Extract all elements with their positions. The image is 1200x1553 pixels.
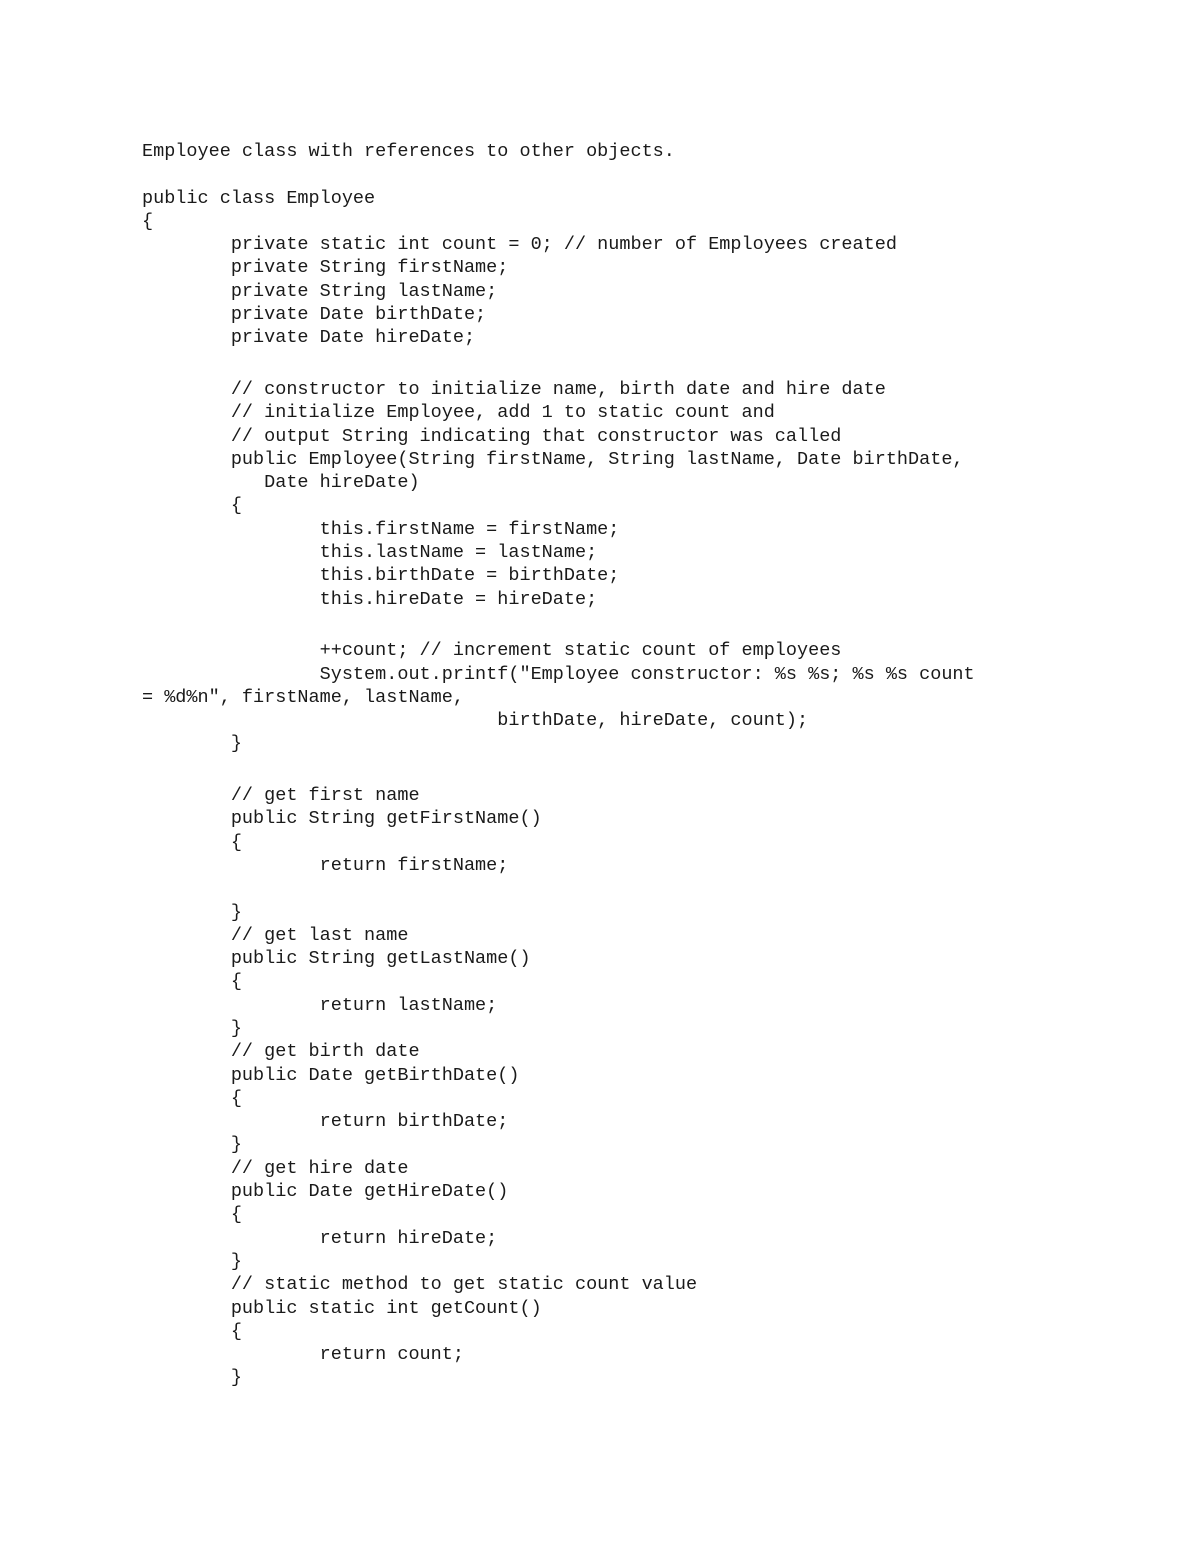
code-line: // get first name xyxy=(142,785,420,807)
code-line: return count; xyxy=(142,1344,464,1366)
code-line: } xyxy=(142,1367,242,1389)
code-line: return firstName; xyxy=(142,854,509,876)
code-line: ++count; // increment static count of employees xyxy=(142,640,842,662)
code-line: // output String indicating that constructor was called xyxy=(142,425,842,447)
code-line: public Employee(String firstName, String lastName, Date birthDate, xyxy=(142,448,964,470)
code-line: Date hireDate) xyxy=(142,472,420,494)
code-line: public class Employee xyxy=(142,187,376,209)
document-title: Employee class with references to other objects. xyxy=(142,141,675,162)
code-line: public Date getBirthDate() xyxy=(142,1064,520,1086)
code-line: this.birthDate = birthDate; xyxy=(142,565,620,587)
code-line: = %d%n", firstName, lastName, xyxy=(142,686,464,708)
code-line: private Date hireDate; xyxy=(142,327,476,349)
code-line xyxy=(142,756,1142,779)
code-line: // initialize Employee, add 1 to static count and xyxy=(142,402,775,424)
code-line: { xyxy=(142,210,154,232)
code-line: return lastName; xyxy=(142,994,498,1016)
code-line: public Date getHireDate() xyxy=(142,1181,509,1203)
code-line: } xyxy=(142,1134,242,1156)
code-line: { xyxy=(142,495,242,517)
code-line: this.lastName = lastName; xyxy=(142,542,598,564)
code-line: birthDate, hireDate, count); xyxy=(142,710,809,732)
code-line: // get last name xyxy=(142,924,409,946)
code-line: } xyxy=(142,901,242,923)
code-line: this.firstName = firstName; xyxy=(142,518,620,540)
code-line: } xyxy=(142,1250,242,1272)
code-line: // get birth date xyxy=(142,1041,420,1063)
code-line: return birthDate; xyxy=(142,1111,509,1133)
code-line xyxy=(142,350,1142,373)
code-line: public String getLastName() xyxy=(142,948,531,970)
code-line: private static int count = 0; // number of Employees created xyxy=(142,234,897,256)
code-line xyxy=(142,611,1142,634)
blank-line xyxy=(142,163,1142,186)
code-line: { xyxy=(142,1087,242,1109)
code-line: // constructor to initialize name, birth date and hire date xyxy=(142,378,886,400)
code-line: private Date birthDate; xyxy=(142,304,487,326)
code-line xyxy=(142,877,1142,900)
code-line: public String getFirstName() xyxy=(142,808,542,830)
code-line: // static method to get static count value xyxy=(142,1274,698,1296)
code-line: return hireDate; xyxy=(142,1227,498,1249)
code-line: { xyxy=(142,1320,242,1342)
code-line: } xyxy=(142,1017,242,1039)
code-line: { xyxy=(142,831,242,853)
code-line: this.hireDate = hireDate; xyxy=(142,588,598,610)
code-line: } xyxy=(142,733,242,755)
code-line: private String lastName; xyxy=(142,280,498,302)
code-line: System.out.printf("Employee constructor: %s %s; %s %s count xyxy=(142,663,975,685)
code-line: { xyxy=(142,1204,242,1226)
code-line: private String firstName; xyxy=(142,257,509,279)
code-line: // get hire date xyxy=(142,1157,409,1179)
code-line: { xyxy=(142,971,242,993)
code-listing xyxy=(142,140,1142,1390)
code-line: public static int getCount() xyxy=(142,1297,542,1319)
